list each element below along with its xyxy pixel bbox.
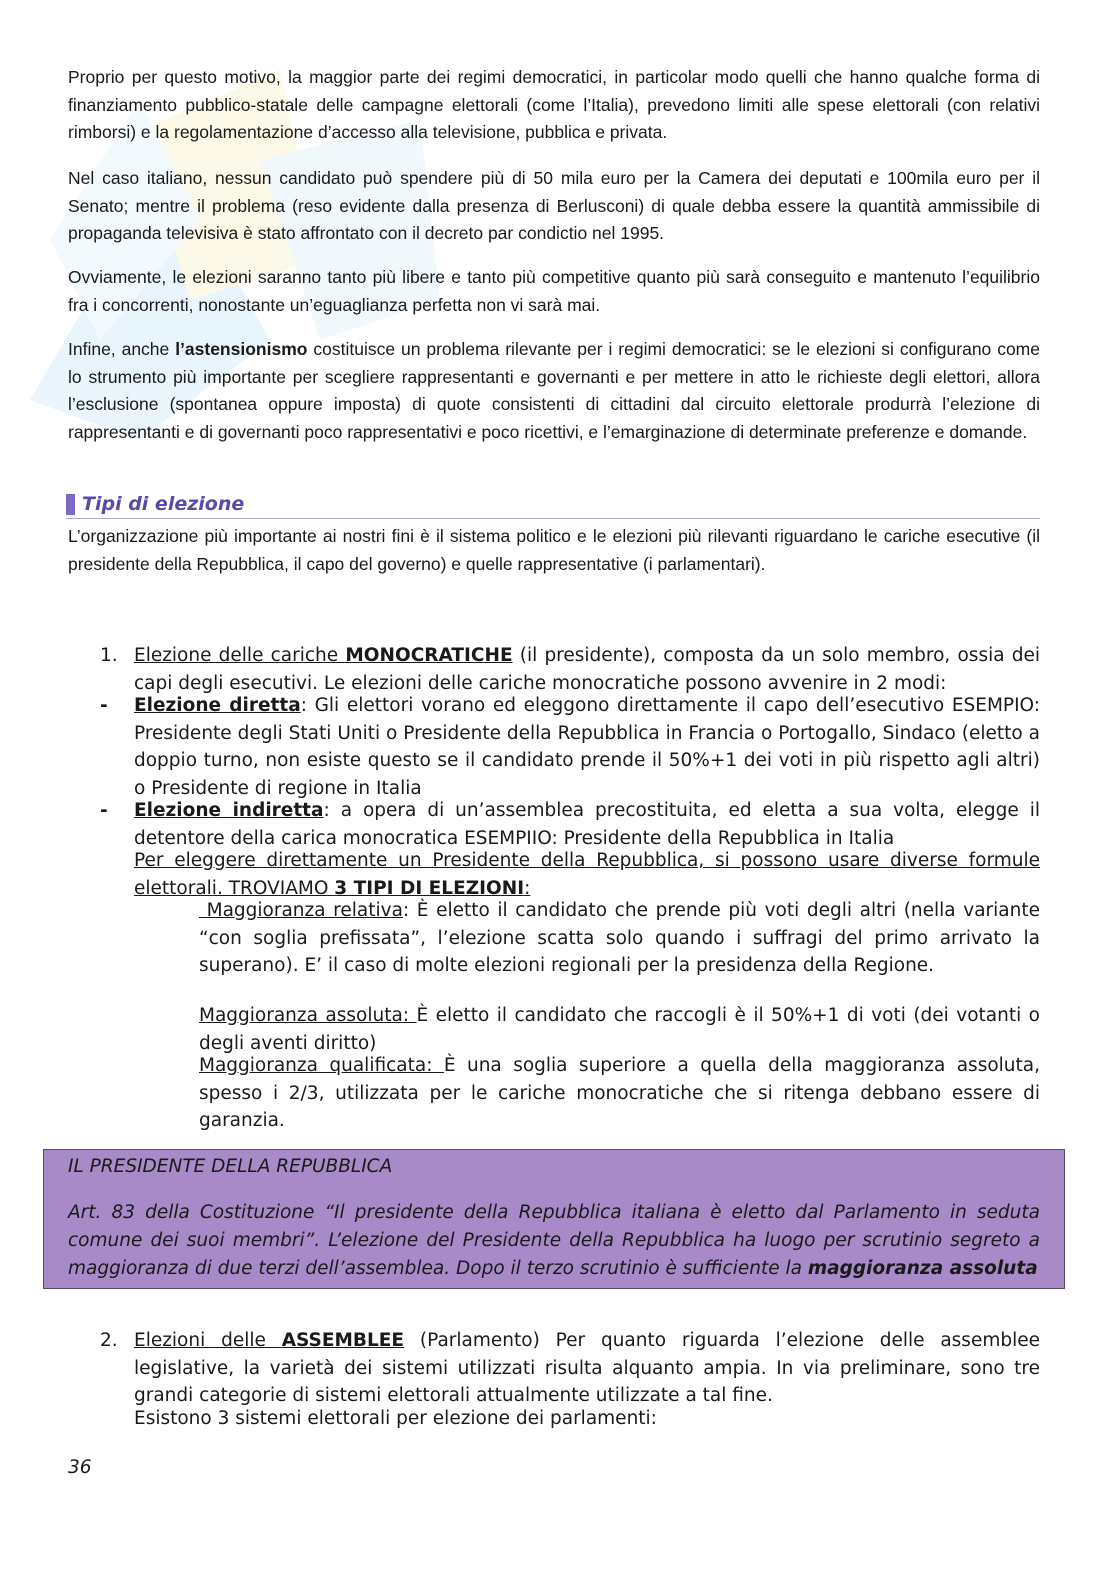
formule-elettorali: Per eleggere direttamente un Presidente della Repubblica, si possono usare diverse formule elettorali. TROVIAMO 3 TIPI DI ELEZIONI: [134, 850, 1040, 899]
paragraph-caso-italiano: Nel caso italiano, nessun candidato può spendere più di 50 mila euro per la Camera dei deputati e 100mila euro per il Senato; mentre il problema (reso evidente dalla presenza di Berlusconi) di quale debba essere la quantità ammissibile di propaganda televisiva è stato affrontato con il decreto par condictio nel 1995. [68, 168, 1040, 243]
presidente-box-title: IL PRESIDENTE DELLA REPUBBLICA [68, 1156, 393, 1177]
section-intro: L’organizzazione più importante ai nostri fini è il sistema politico e le elezioni più rilevanti riguardano le cariche esecutive (il presidente della Repubblica, il capo del governo) e quelle rappresentative (i parlamentari). [68, 526, 1040, 574]
item-1-monocratiche: Elezione delle cariche MONOCRATICHE (il presidente), composta da un solo membro, ossia dei capi degli esecutivi. Le elezioni delle cariche monocratiche possono avvenire in 2 modi: [134, 645, 1041, 694]
dash-2-elezione-indiretta: Elezione indiretta: a opera di un’assemblea precostituita, ed eletta a sua volta, elegge il detentore della carica monocratica ESEMPIIO: Presidente della Repubblica in Italia [134, 800, 1040, 849]
dash-2-marker: - [100, 800, 108, 821]
item-2-sistemi: Esistono 3 sistemi elettorali per elezione dei parlamenti: [134, 1408, 657, 1429]
paragraph-equilibrio: Ovviamente, le elezioni saranno tanto più libere e tanto più competitive quanto più sarà conseguito e mantenuto l’equilibrio fra i concorrenti, nonostante un’eguaglianza perfetta non vi sarà mai. [68, 267, 1040, 315]
paragraph-astensionismo: Infine, anche l’astensionismo costituisce un problema rilevante per i regimi democratici: se le elezioni si configurano come lo strumento più importante per scegliere rappresentanti e governanti e per mettere in atto le richieste degli elettori, allora l’esclusione (spontanea oppure imposta) di quote consistenti di cittadini dal circuito elettorale produrrà l’elezione di rappresentanti e di governanti poco rappresentativi e poco ricettivi, e l’emarginazione di determinate preferenze e domande. [68, 339, 1040, 442]
heading-accent-bar [66, 494, 75, 515]
item-2-number: 2. [100, 1330, 118, 1351]
page-number: 36 [68, 1457, 92, 1478]
item-1-number: 1. [100, 645, 118, 666]
section-heading-text: Tipi di elezione [82, 493, 245, 515]
astensionismo-term: l’astensionismo [175, 339, 308, 359]
section-heading [66, 492, 1040, 519]
maggioranza-assoluta: Maggioranza assoluta: È eletto il candidato che raccogli è il 50%+1 di voti (dei votanti o degli aventi diritto) [199, 1005, 1040, 1054]
dash-1-marker: - [100, 695, 108, 716]
dash-1-elezione-diretta: Elezione diretta: Gli elettori vorano ed eleggono direttamente il capo dell’esecutivo ESEMPIO: Presidente degli Stati Uniti o Presidente della Repubblica in Francia o Portogallo, Sindaco (eletto a doppio turno, non esiste questo se il candidato prende il 50%+1 dei voti in più rispetto agli altri) o Presidente di regione in Italia [134, 695, 1040, 799]
maggioranza-relativa: Maggioranza relativa: È eletto il candidato che prende più voti degli altri (nella variante “con soglia prefissata”, l’elezione scatta solo quando i suffragi del primo arrivato la superano). E’ il caso di molte elezioni regionali per la presidenza della Regione. [199, 900, 1040, 976]
presidente-box-text: Art. 83 della Costituzione “Il presidente della Repubblica italiana è eletto dal Parlamento in seduta comune dei suoi membri”. L’elezione del Presidente della Repubblica ha luogo per scrutinio segreto a maggioranza di due terzi dell’assemblea. Dopo il terzo scrutinio è sufficiente la maggioranza assoluta [68, 1202, 1040, 1279]
paragraph-finanziamento: Proprio per questo motivo, la maggior parte dei regimi democratici, in particolar modo quelli che hanno qualche forma di finanziamento pubblico-statale delle campagne elettorali (come l’Italia), prevedono limiti alle spese elettorali (con relativi rimborsi) e la regolamentazione d’accesso alla televisione, pubblica e privata. [68, 67, 1040, 142]
maggioranza-qualificata: Maggioranza qualificata: È una soglia superiore a quella della maggioranza assoluta, spesso i 2/3, utilizzata per le cariche monocratiche che si ritenga debbano essere di garanzia. [199, 1055, 1040, 1131]
maggioranza-assoluta-bold: maggioranza assoluta [807, 1258, 1038, 1279]
item-2-assemblee: Elezioni delle ASSEMBLEE (Parlamento) Per quanto riguarda l’elezione delle assemblee legislative, la varietà dei sistemi utilizzati risulta alquanto ampia. In via preliminare, sono tre grandi categorie di sistemi elettorali attualmente utilizzate a tal fine. [134, 1330, 1040, 1406]
